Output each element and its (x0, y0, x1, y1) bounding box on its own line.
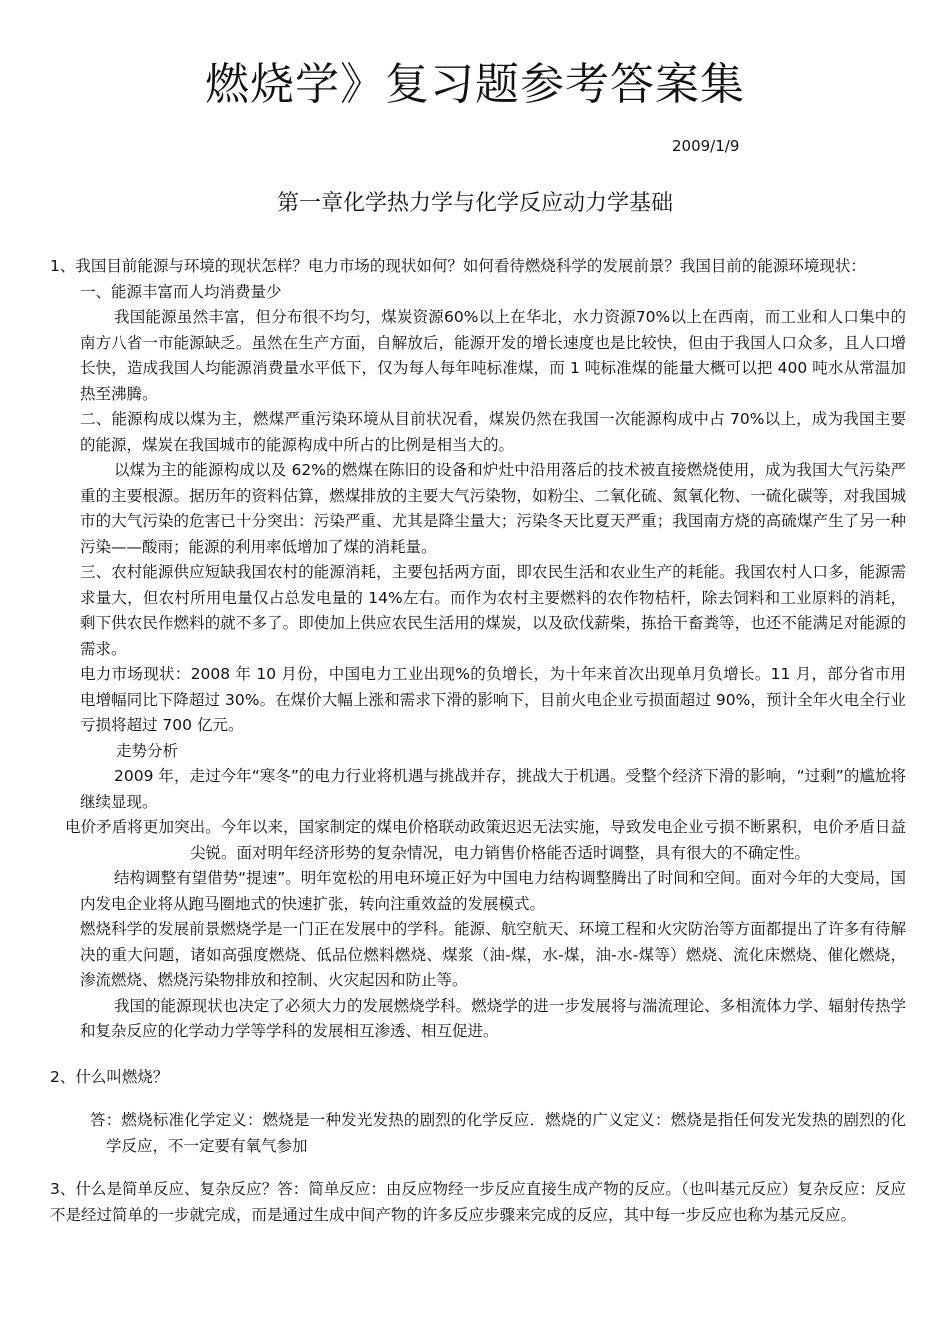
spacer (50, 1159, 906, 1177)
spacer (50, 1045, 906, 1065)
document-date: 2009/1/9 (672, 137, 740, 155)
section-heading-3: 三、农村能源供应短缺我国农村的能源消耗，主要包括两方面，即农民生活和农业生产的耗能。我国农村人口多，能源需求量大，但农村所用电量仅占总发电量的 14%左右。而作为农村主要燃料的农作物桔杆，除去饲料和工业原料的消耗，剩下供农民作燃料的就不多了。即使加上供应农民生活用的煤炭，以及砍伐薪柴，拣拾干畜粪等，也还不能满足对能源的需求。 (80, 563, 906, 658)
spacer (50, 1090, 906, 1108)
trend-analysis-heading: 走势分析 (116, 741, 179, 760)
paragraph-energy-distribution: 我国能源虽然丰富，但分布很不均匀，煤炭资源60%以上在华北，水力资源70%以上在西南，而工业和人口集中的南方八省一市能源缺乏。虽然在生产方面，自解放后，能源开发的增长速度也是比较快，但由于我国人口众多，且人口增长快，造成我国人均能源消费量水平低下，仅为每人每年吨标准煤，而 1 吨标准煤的能量大概可以把 400 吨水从常温加热至沸腾。 (80, 308, 906, 403)
paragraph-structure-adjustment: 结构调整有望借势“提速”。明年宽松的用电环境正好为中国电力结构调整腾出了时间和空间。面对今年的大变局，国内发电企业将从跑马圈地式的快速扩张，转向注重效益的发展模式。 (80, 869, 906, 913)
document-body (50, 254, 906, 1228)
paragraph-price-conflict: 电价矛盾将更加突出。今年以来，国家制定的煤电价格联动政策迟迟无法实施，导致发电企业亏损不断累积，电价矛盾日益尖锐。面对明年经济形势的复杂情况，电力销售价格能否适时调整，具有很大的不确定性。 (65, 818, 906, 862)
document-title: 燃烧学》复习题参考答案集 (205, 59, 745, 110)
paragraph-coal-pollution: 以煤为主的能源构成以及 62%的燃煤在陈旧的设备和炉灶中沿用落后的技术被直接燃烧使用，成为我国大气污染严重的主要根源。据历年的资料估算，燃煤排放的主要大气污染物，如粉尘、二氧化硫、氮氧化物、一硫化碳等，对我国城市的大气污染的危害已十分突出：污染严重、尤其是降尘量大；污染冬天比夏天严重；我国南方烧的高硫煤产生了另一种污染——酸雨；能源的利用率低增加了煤的消耗量。 (80, 461, 906, 556)
section-heading-1: 一、能源丰富而人均消费量少 (80, 282, 282, 301)
paragraph-combustion-development: 我国的能源现状也决定了必须大力的发展燃烧学科。燃烧学的进一步发展将与湍流理论、多相流体力学、辐射传热学和复杂反应的化学动力学等学科的发展相互渗透、相互促进。 (80, 996, 906, 1040)
chapter-heading: 第一章化学热力学与化学反应动力学基础 (276, 191, 673, 216)
section-heading-2: 二、能源构成以煤为主，燃煤严重污染环境从目前状况看，煤炭仍然在我国一次能源构成中占 70%以上，成为我国主要的能源，煤炭在我国城市的能源构成中所占的比例是相当大的。 (80, 410, 906, 454)
question-3: 3、什么是简单反应、复杂反应？答：简单反应：由反应物经一步反应直接生成产物的反应。（也叫基元反应）复杂反应：反应不是经过简单的一步就完成，而是通过生成中间产物的许多反应步骤来完成的反应，其中每一步反应也称为基元反应。 (50, 1180, 906, 1224)
question-1: 1、我国目前能源与环境的现状怎样？电力市场的现状如何？如何看待燃烧科学的发展前景？我国目前的能源环境现状： (50, 257, 866, 275)
answer-2: 答：燃烧标准化学定义：燃烧是一种发光发热的剧烈的化学反应．燃烧的广义定义：燃烧是指任何发光发热的剧烈的化学反应，不一定要有氧气参加 (90, 1111, 906, 1155)
paragraph-combustion-prospects: 燃烧科学的发展前景燃烧学是一门正在发展中的学科。能源、航空航天、环境工程和火灾防治等方面都提出了许多有待解决的重大问题，诸如高强度燃烧、低品位燃料燃烧、煤浆（油-煤，水-煤，油-水-煤等）燃烧、流化床燃烧、催化燃烧，渗流燃烧、燃烧污染物排放和控制、火灾起因和防止等。 (80, 920, 906, 989)
paragraph-power-market: 电力市场现状：2008 年 10 月份，中国电力工业出现%的负增长，为十年来首次出现单月负增长。11 月，部分省市用电增幅同比下降超过 30%。在煤价大幅上涨和需求下滑的影响下，目前火电企业亏损面超过 90%，预计全年火电全行业亏损将超过 700 亿元。 (80, 665, 906, 734)
paragraph-2009-outlook: 2009 年，走过今年“寒冬”的电力行业将机遇与挑战并存，挑战大于机遇。受整个经济下滑的影响，“过剩”的尴尬将继续显现。 (80, 767, 906, 811)
question-2: 2、什么叫燃烧？ (50, 1067, 169, 1086)
